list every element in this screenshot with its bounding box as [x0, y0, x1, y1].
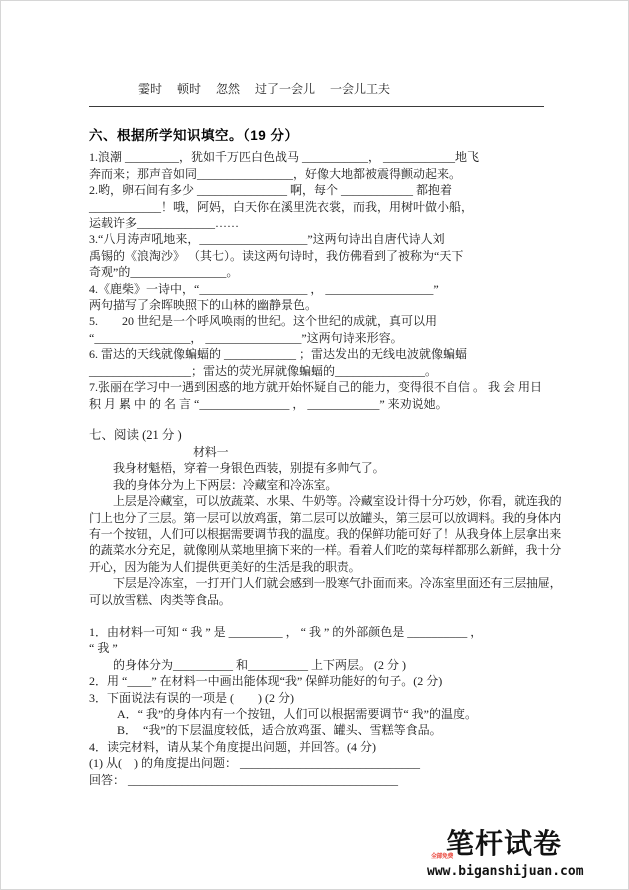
text-line: 1.浪潮 _________，犹如千万匹白色战马 ___________， ____________地飞 — [89, 150, 480, 165]
text-line: 7.张丽在学习中一遇到困惑的地方就开始怀疑自己的能力，变得很不自信 。 我 会 用日 — [89, 380, 543, 395]
text-line: A．“ 我”的身体内有一个按钮，人们可以根据需要调节“ 我”的温度。 — [117, 707, 477, 721]
text-line: 积 月 累 中 的 名 言 “_______________ ， ____________” 来劝说她。 — [89, 396, 448, 411]
page-content — [89, 81, 618, 788]
text-line: 5. 20 世纪是一个呼风唤雨的世纪。这个世纪的成就，真可以用 — [89, 314, 438, 329]
text-line: 3.“八月涛声吼地来，__________________”这两句诗出自唐代诗人刘 — [89, 232, 445, 247]
text-line: 的身体分为__________ 和__________ 上下两层。 (2 分 ) — [113, 657, 406, 672]
text-line: 6. 雷达的天线就像蝙蝠的 ____________ ；雷达发出的无线电波就像蝙蝠 — [89, 347, 468, 362]
text-line: 回答： _____________________________________________ — [89, 772, 399, 787]
text-line: 开心，因为能为人们提供更美好的生活是我的职责。 — [89, 559, 361, 574]
text-line: 我的身体分为上下两层：冷藏室和冷冻室。 — [113, 477, 338, 492]
section-7-title: 七、阅读 (21 分 ) — [89, 427, 182, 442]
text-line: 有一个按钮，人们可以根据需要调节我的温度。我的保鲜功能可好了！从我身体上层拿出来 — [89, 526, 562, 541]
text-line: 的蔬菜水分充足，就像刚从菜地里摘下来的一样。看着人们吃的菜每样都那么新鲜，我十分 — [89, 543, 562, 558]
text-line: 3．下面说法有误的一项是 ( ) (2 分) — [89, 690, 294, 705]
watermark-free-label: 全部免费 — [431, 854, 454, 860]
text-line: 奇观”的________________。 — [89, 265, 239, 280]
text-line: 奔而来；那声音如同________________，好像大地都被震得颤动起来。 — [89, 166, 462, 181]
material-title: 材料一 — [193, 444, 229, 459]
text-line: 4.《鹿柴》一诗中，“__________________ ， __________________” — [89, 281, 439, 296]
section-6-title: 六、根据所学知识填空。（19 分） — [89, 128, 299, 144]
text-line: _________________；雷达的荧光屏就像蝙蝠的_______________。 — [89, 363, 438, 378]
text-line: 2.哟，卵石间有多少 _______________ 啊，每个 ____________ 都抱着 — [89, 183, 453, 198]
text-line: 上层是冷藏室，可以放蔬菜、水果、牛奶等。冷藏室设计得十分巧妙，你看，就连我的 — [113, 494, 562, 509]
reading-material — [89, 444, 618, 608]
word-bank-line: 霎时 顿时 忽然 过了一会儿 一会儿工夫 — [138, 82, 391, 96]
text-line: 2．用 “____” 在材料一中画出能体现“我” 保鲜功能好的句子。(2 分) — [89, 674, 443, 689]
text-line: 可以放雪糕、肉类等食品。 — [89, 592, 231, 607]
blank-answer-line — [89, 106, 544, 107]
watermark-brand-text: 笔杆试卷 — [446, 828, 563, 859]
text-line: 门上也分了三层。第一层可以放鸡蛋，第二层可以放罐头，第三层可以放调料。我的身体内 — [89, 510, 562, 525]
text-line: (1) 从( ) 的角度提出问题： ______________________________ — [89, 756, 420, 771]
section-7-questions — [89, 624, 618, 788]
text-line: B． “我”的下层温度较低，适合放鸡蛋、罐头、雪糕等食品。 — [117, 723, 442, 738]
text-line: “ 我 ” — [89, 641, 118, 656]
text-line: 下层是冷冻室，一打开门人们就会感到一股寒气扑面而来。冷冻室里面还有三层抽屉， — [113, 576, 562, 591]
text-line: 运载许多_____________…… — [89, 216, 240, 231]
text-line: 我身材魁梧，穿着一身银色西装，别提有多帅气了。 — [113, 461, 385, 476]
text-line: 禹锡的《浪淘沙》 （其七）。读这两句诗时，我仿佛看到了被称为“天下 — [89, 248, 464, 263]
text-line: 1．由材料一可知 “ 我 ” 是 _________ ， “ 我 ” 的外部颜色是 __________ ， — [89, 624, 483, 639]
text-line: ____________！哦，阿妈，白天你在溪里洗衣裳，而我，用树叶做小船， — [89, 199, 474, 214]
watermark-url-text: www.biganshijuan.com — [427, 864, 584, 879]
section-6-body — [89, 149, 618, 412]
text-line: 4．读完材料，请从某个角度提出问题，并回答。(4 分) — [89, 739, 376, 754]
text-line: “________________， ________________”这两句诗来形容。 — [89, 330, 403, 345]
text-line: 两句描写了余晖映照下的山林的幽静景色。 — [89, 298, 318, 313]
